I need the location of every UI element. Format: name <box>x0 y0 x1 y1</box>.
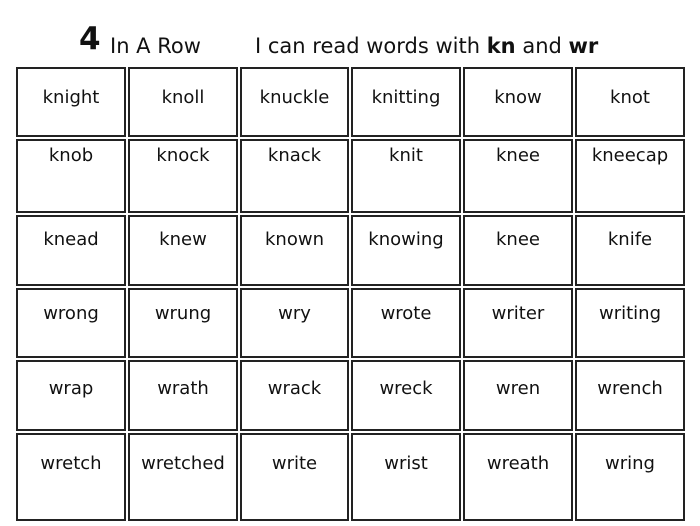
word-cell <box>575 67 685 137</box>
word-cell <box>240 139 349 213</box>
word-cell <box>351 67 461 137</box>
word-text: kneecap <box>591 145 669 166</box>
word-text: write <box>271 453 318 474</box>
word-text: knight <box>42 87 100 108</box>
word-cell <box>240 288 349 358</box>
word-cell <box>128 215 238 286</box>
word-cell <box>351 215 461 286</box>
word-text: knack <box>267 145 322 166</box>
word-cell <box>463 67 573 137</box>
word-text: wreath <box>486 453 550 474</box>
word-cell <box>463 215 573 286</box>
word-text: wrath <box>157 378 209 399</box>
word-cell <box>575 215 685 286</box>
kn-label: kn <box>486 34 516 58</box>
word-cell <box>240 360 349 431</box>
word-text: wretch <box>40 453 102 474</box>
word-cell <box>351 360 461 431</box>
word-cell <box>16 67 126 137</box>
word-cell <box>128 360 238 431</box>
word-cell <box>575 288 685 358</box>
and-word: and <box>522 34 562 58</box>
word-cell <box>351 433 461 521</box>
word-cell <box>128 288 238 358</box>
word-text: wrap <box>48 378 94 399</box>
worksheet-header <box>0 0 700 66</box>
word-text: wrack <box>267 378 322 399</box>
word-text: knoll <box>161 87 205 108</box>
word-cell <box>463 288 573 358</box>
word-text: knitting <box>371 87 441 108</box>
word-cell <box>128 139 238 213</box>
word-grid <box>15 66 686 522</box>
word-cell <box>240 67 349 137</box>
word-text: wrist <box>384 453 428 474</box>
word-cell <box>16 139 126 213</box>
word-text: wrench <box>597 378 663 399</box>
word-cell <box>240 433 349 521</box>
word-cell <box>575 139 685 213</box>
word-cell <box>575 433 685 521</box>
word-text: writing <box>598 303 661 324</box>
word-text: wreck <box>379 378 433 399</box>
word-text: knead <box>43 229 99 250</box>
game-title: In A Row <box>110 34 201 58</box>
word-cell <box>16 360 126 431</box>
word-text: wry <box>278 303 311 324</box>
word-text: knew <box>159 229 207 250</box>
word-cell <box>16 433 126 521</box>
game-number: 4 <box>79 21 101 57</box>
word-text: knit <box>389 145 423 166</box>
word-cell <box>128 67 238 137</box>
word-text: wretched <box>141 453 225 474</box>
word-cell <box>351 139 461 213</box>
word-cell <box>575 360 685 431</box>
word-text: wrung <box>154 303 212 324</box>
word-text: wring <box>605 453 655 474</box>
word-text: knee <box>496 145 540 166</box>
word-text: writer <box>491 303 545 324</box>
word-cell <box>128 433 238 521</box>
word-cell <box>463 433 573 521</box>
word-cell <box>16 288 126 358</box>
word-text: knee <box>496 229 540 250</box>
word-text: wrong <box>43 303 99 324</box>
word-text: knuckle <box>259 87 330 108</box>
instruction-text <box>255 33 598 59</box>
word-text: known <box>265 229 324 250</box>
word-text: wren <box>495 378 541 399</box>
wr-label: wr <box>568 34 599 58</box>
word-cell <box>463 360 573 431</box>
word-cell <box>463 139 573 213</box>
word-text: knock <box>156 145 210 166</box>
word-text: knob <box>48 145 94 166</box>
word-cell <box>240 215 349 286</box>
word-text: know <box>494 87 542 108</box>
word-cell <box>351 288 461 358</box>
word-cell <box>16 215 126 286</box>
word-text: knowing <box>368 229 444 250</box>
word-text: knife <box>607 229 653 250</box>
instruction-lead: I can read words with <box>255 34 481 58</box>
word-text: knot <box>610 87 650 108</box>
word-text: wrote <box>380 303 432 324</box>
